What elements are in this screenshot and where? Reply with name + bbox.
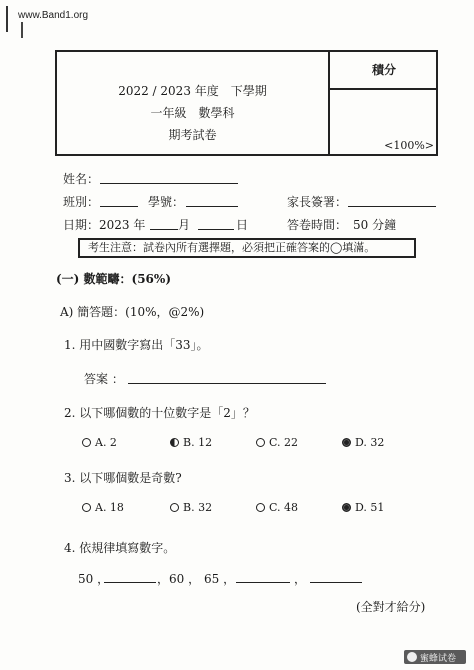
grade-subject: 一年級 數學科 xyxy=(150,106,235,120)
answer-field[interactable] xyxy=(128,383,326,384)
watermark-text: www.Band1.org xyxy=(18,10,89,21)
scan-edge-mark xyxy=(21,22,23,38)
question-3: 3. 以下哪個數是奇數? xyxy=(64,471,182,485)
day-field[interactable] xyxy=(198,229,234,230)
sequence-term-4: ， xyxy=(294,572,307,586)
section-title: (一) 數範疇：(56%) xyxy=(56,272,171,286)
month-label: 月 xyxy=(178,218,191,232)
exam-title: 期考試卷 xyxy=(168,128,217,142)
student-no-field[interactable] xyxy=(186,206,238,207)
q2-option-a[interactable]: A. 2 xyxy=(82,436,117,449)
radio-circle-icon xyxy=(342,503,351,512)
student-no-label: 學號： xyxy=(148,195,185,209)
sequence-term-2: ，60 ， xyxy=(157,572,201,586)
score-panel xyxy=(328,52,438,154)
class-label: 班別： xyxy=(63,195,100,209)
radio-circle-icon xyxy=(342,438,351,447)
duration-label: 答卷時間： 50 分鐘 xyxy=(287,218,397,232)
bee-icon xyxy=(407,652,417,662)
radio-circle-icon xyxy=(256,503,265,512)
q3-option-a[interactable]: A. 18 xyxy=(82,501,124,514)
logo-text: 蜜蜂试卷 xyxy=(420,653,457,664)
sequence-blank-1[interactable] xyxy=(104,582,156,583)
name-label: 姓名： xyxy=(63,172,100,186)
exam-notice: 考生注意：試卷內所有選擇題，必須把正確答案的◯填滿。 xyxy=(78,238,416,258)
day-label: 日 xyxy=(236,218,249,232)
parent-signature-field[interactable] xyxy=(348,206,436,207)
subsection-title: A) 簡答題：(10%，@2%) xyxy=(60,305,205,319)
sequence-blank-3[interactable] xyxy=(310,582,362,583)
answer-label: 答案 ： xyxy=(84,372,124,386)
q2-option-c[interactable]: C. 22 xyxy=(256,436,298,449)
radio-circle-icon xyxy=(82,503,91,512)
class-field[interactable] xyxy=(100,206,138,207)
radio-circle-icon xyxy=(170,503,179,512)
score-label: 積分 xyxy=(330,52,438,90)
scoring-note: (全對才給分) xyxy=(356,600,426,614)
q3-option-c[interactable]: C. 48 xyxy=(256,501,298,514)
name-field[interactable] xyxy=(100,183,238,184)
sequence-term-3: 65 ， xyxy=(204,572,236,586)
radio-circle-icon xyxy=(170,438,179,447)
q2-option-d[interactable]: D. 32 xyxy=(342,436,384,449)
exam-header-box xyxy=(55,50,438,156)
q3-option-d[interactable]: D. 51 xyxy=(342,501,384,514)
date-label: 日期：2023 年 xyxy=(63,218,146,232)
question-1: 1. 用中國數字寫出「33」。 xyxy=(64,338,209,352)
radio-circle-icon xyxy=(256,438,265,447)
parent-signature-label: 家長簽署： xyxy=(287,195,348,209)
scan-edge-mark xyxy=(6,6,8,32)
question-4: 4. 依規律填寫數字。 xyxy=(64,541,176,555)
radio-circle-icon xyxy=(82,438,91,447)
month-field[interactable] xyxy=(150,229,178,230)
q3-option-b[interactable]: B. 32 xyxy=(170,501,212,514)
question-2: 2. 以下哪個數的十位數字是「2」？ xyxy=(64,406,255,420)
school-year: 2022 / 2023 年度 下學期 xyxy=(118,84,267,98)
sequence-term-1: 50 ， xyxy=(78,572,110,586)
source-logo xyxy=(404,650,466,664)
sequence-blank-2[interactable] xyxy=(236,582,290,583)
score-max: <100%> xyxy=(384,139,434,152)
q2-option-b[interactable]: B. 12 xyxy=(170,436,212,449)
